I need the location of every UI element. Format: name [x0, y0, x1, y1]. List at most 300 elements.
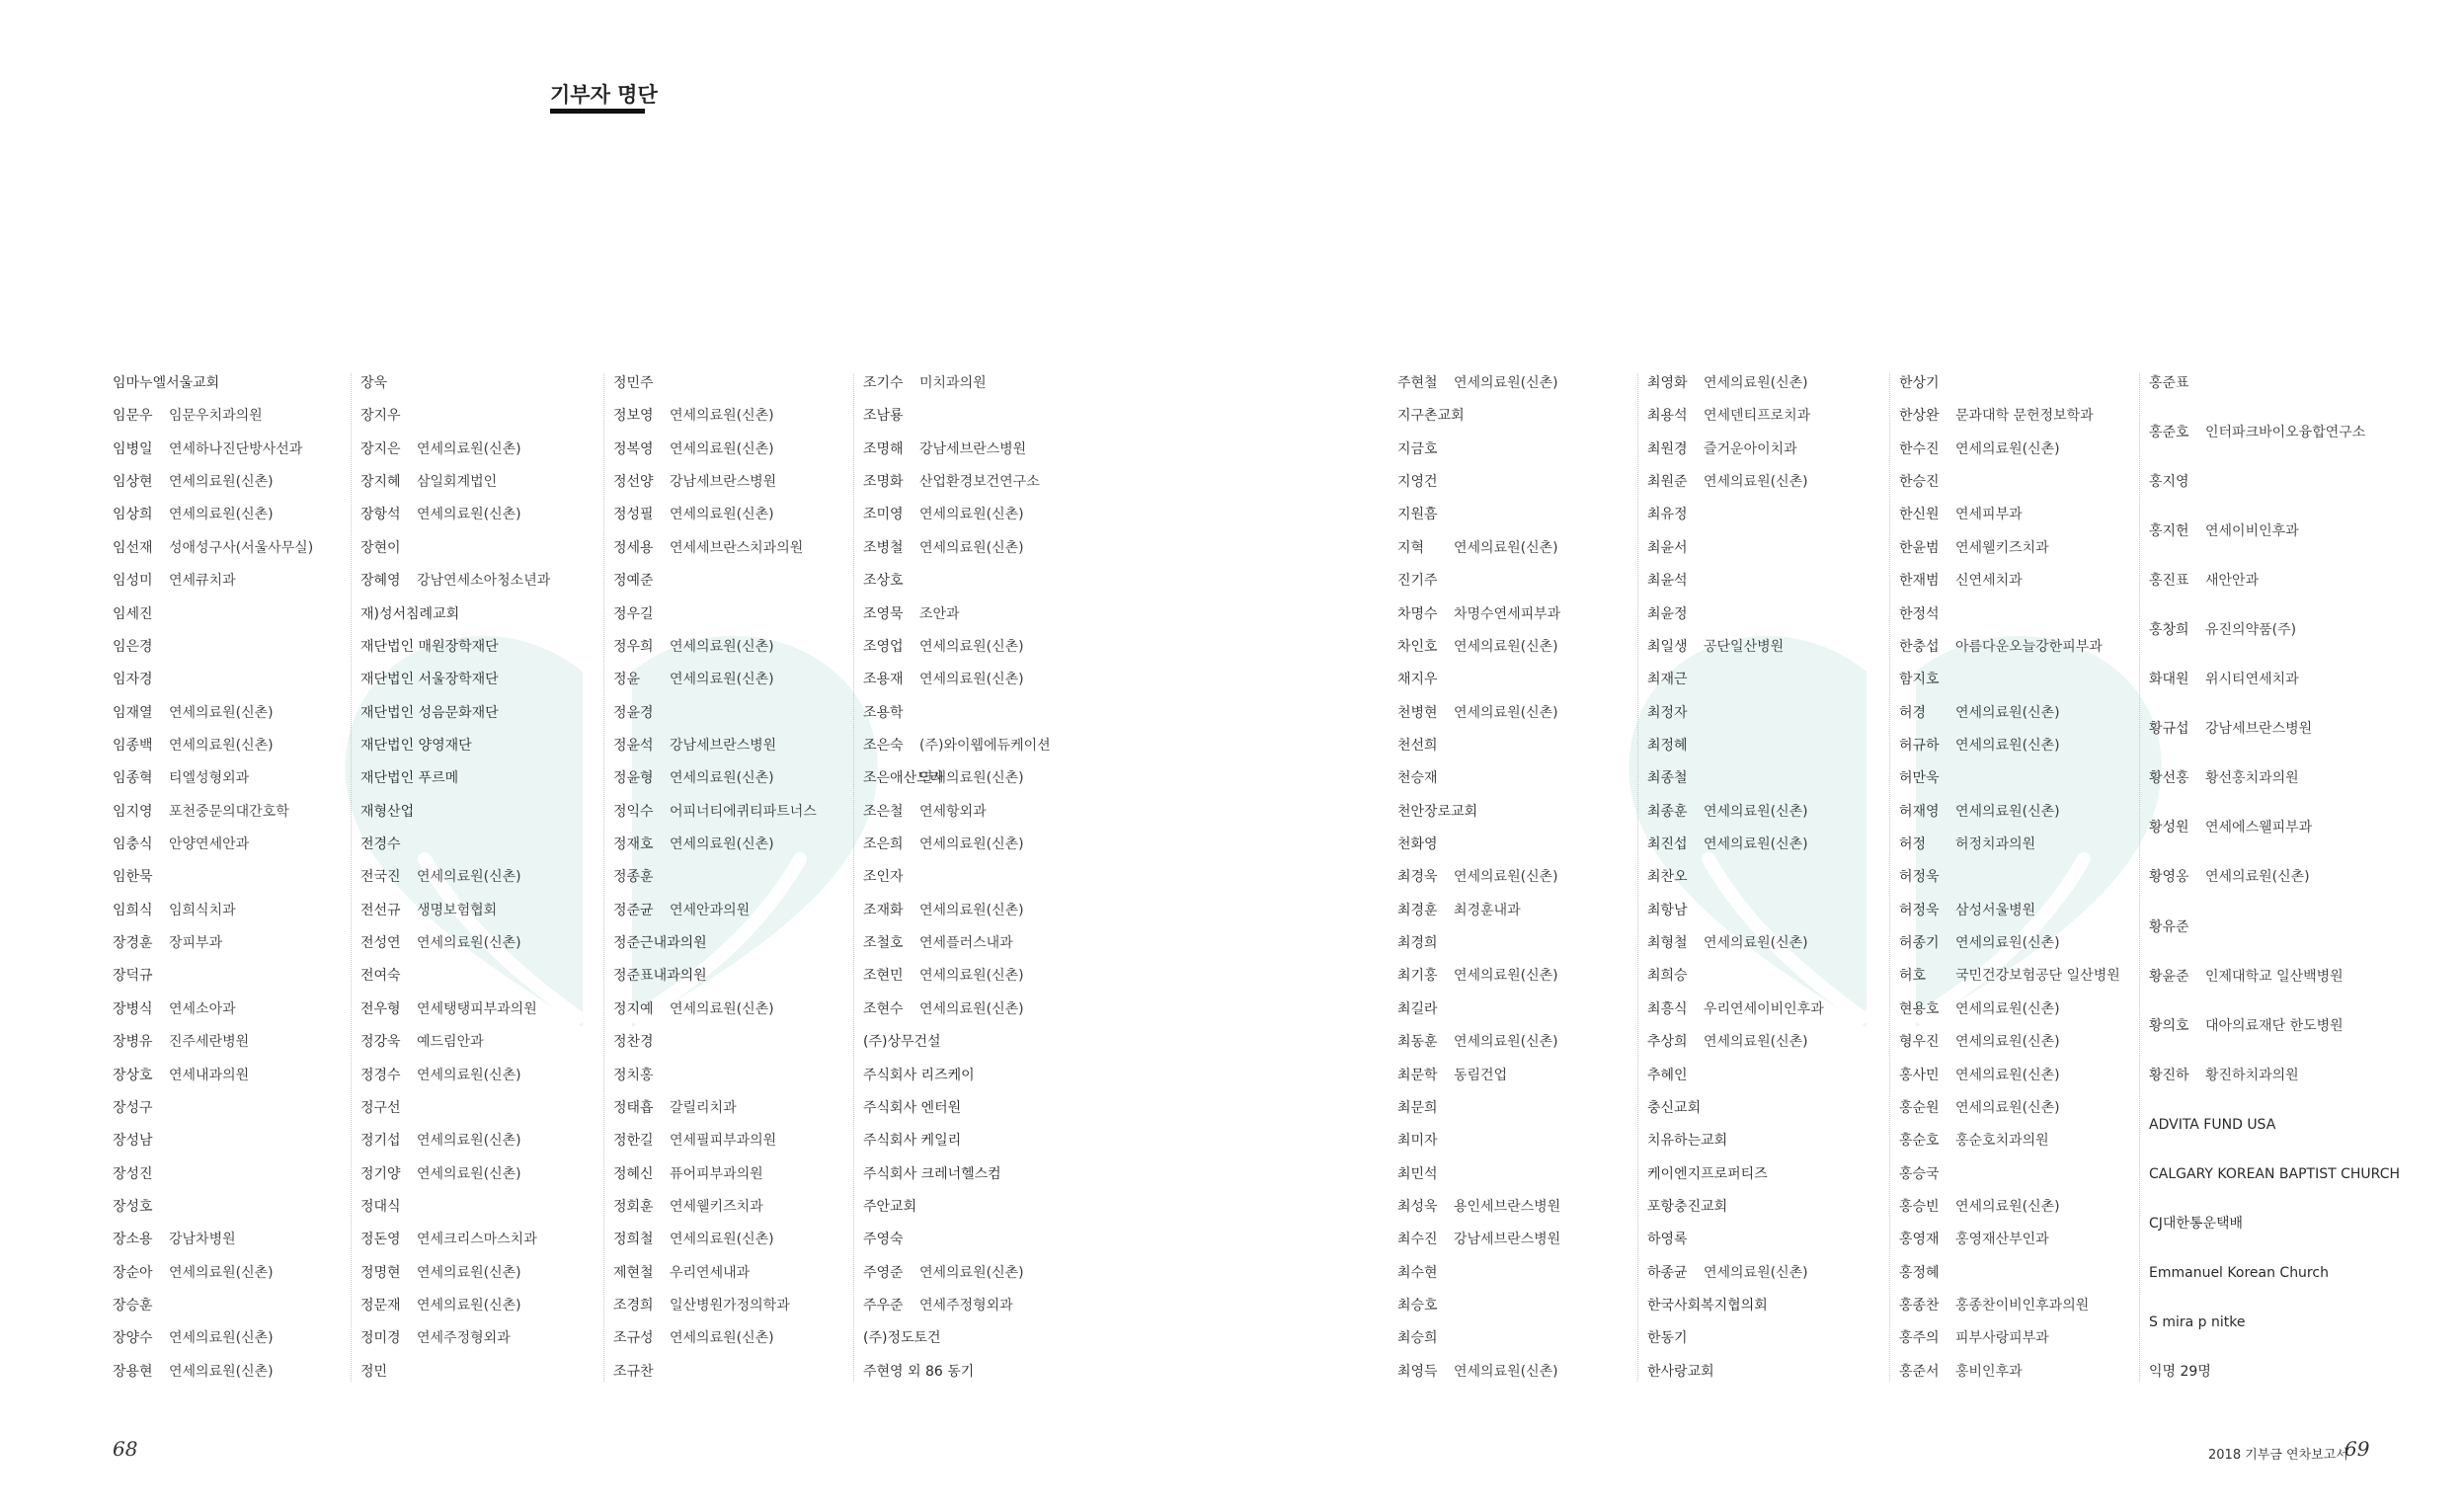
donor-name: 정강욱 [360, 1034, 401, 1051]
donor-name: 주식회사 케일리 [863, 1133, 962, 1150]
donor-entry [1899, 1328, 2128, 1348]
donor-name: 최경훈 [1397, 902, 1438, 918]
donor-affiliation: 연세의료원(신촌) [670, 638, 774, 655]
donor-entry [863, 901, 1092, 920]
donor-name: 정미경 [360, 1330, 401, 1347]
donor-entry [613, 439, 842, 459]
donor-name: 허정 [1899, 836, 1927, 853]
donor-entry [1899, 1032, 2128, 1052]
donor-entry [1397, 406, 1627, 426]
donor-affiliation: 연세내과의원 [169, 1067, 250, 1083]
donor-name: 조은희 [863, 836, 904, 853]
donor-affiliation: 연세의료원(신촌) [417, 935, 521, 952]
donor-name: 최진섭 [1647, 836, 1688, 853]
donor-entry [613, 1098, 842, 1118]
donor-entry [1899, 835, 2128, 854]
donor-entry [1647, 802, 1876, 822]
donor-entry [1647, 670, 1876, 689]
donor-entry [613, 604, 842, 624]
donor-affiliation: 연세의료원(신촌) [169, 704, 274, 721]
donor-affiliation: 연세의료원(신촌) [417, 440, 521, 457]
donor-name: 조인자 [863, 869, 904, 886]
donor-name: (주)정도토건 [863, 1330, 941, 1347]
donor-name: 홍영재 [1899, 1232, 1940, 1248]
donor-name: 최경희 [1397, 935, 1438, 952]
donor-entry [360, 1032, 590, 1052]
donor-name: 최경욱 [1397, 869, 1438, 886]
donor-name: 허만욱 [1899, 770, 1940, 787]
donor-affiliation: 강남차병원 [169, 1232, 236, 1248]
donor-column-1 [113, 373, 342, 1382]
donor-name: 허재영 [1899, 803, 1940, 820]
donor-entry [1647, 373, 1876, 393]
donor-affiliation: 강남세브란스병원 [2205, 721, 2313, 738]
donor-name: 홍사민 [1899, 1067, 1940, 1083]
donor-name: 홍진표 [2149, 573, 2189, 590]
donor-entry [360, 802, 590, 822]
donor-affiliation: 허정치과의원 [1955, 836, 2036, 853]
donor-name: 천안장로교회 [1397, 803, 1478, 820]
donor-name: 최종철 [1647, 770, 1688, 787]
donor-affiliation: 우리연세이비인후과 [1704, 1000, 1824, 1017]
donor-affiliation: 연세의료원(신촌) [670, 440, 774, 457]
donor-name: 최원경 [1647, 440, 1688, 457]
donor-name: 임마누엘서울교회 [113, 375, 220, 391]
donor-name: 최미자 [1397, 1133, 1438, 1150]
donor-name: 충신교회 [1647, 1099, 1702, 1116]
donor-entry [613, 406, 842, 426]
donor-name: 조재화 [863, 902, 904, 918]
donor-name: 함지호 [1899, 672, 1940, 688]
donor-affiliation: 연세의료원(신촌) [1955, 1198, 2060, 1215]
donor-entry [863, 736, 1092, 756]
donor-name: 임문우 [113, 408, 153, 425]
donor-name: 황영옹 [2149, 869, 2189, 886]
donor-entry [863, 538, 1092, 558]
donor-entry [360, 439, 590, 459]
donor-entry [113, 1032, 342, 1052]
donor-name: 황규섭 [2149, 721, 2189, 738]
donor-entry [1397, 1362, 1627, 1382]
donor-name: 정성필 [613, 507, 654, 523]
donor-entry [1647, 999, 1876, 1019]
donor-name: 허규하 [1899, 737, 1940, 754]
donor-name: 조남룡 [863, 408, 904, 425]
donor-name: 홍준호 [2149, 425, 2189, 441]
donor-affiliation: 연세주정형외과 [417, 1330, 511, 1347]
donor-entry [360, 1197, 590, 1217]
donor-entry [2149, 768, 2445, 788]
donor-affiliation: 대아의료재단 한도병원 [2205, 1017, 2344, 1034]
donor-entry [863, 1263, 1092, 1283]
donor-name: 장지우 [360, 408, 401, 425]
donor-name: 주현철 [1397, 375, 1438, 391]
donor-entry [360, 472, 590, 492]
donor-entry [360, 768, 590, 788]
donor-entry [360, 1098, 590, 1118]
donor-affiliation: 연세의료원(신촌) [670, 672, 774, 688]
donor-affiliation: 연세의료원(신촌) [1955, 1000, 2060, 1017]
donor-name: CALGARY KOREAN BAPTIST CHURCH [2149, 1165, 2400, 1182]
donor-entry [360, 373, 590, 393]
donor-name: 정익수 [613, 803, 654, 820]
donor-affiliation: 연세소아과 [169, 1000, 236, 1017]
donor-entry [113, 1362, 342, 1382]
donor-name: 최영화 [1647, 375, 1688, 391]
donor-name: 포항충진교회 [1647, 1198, 1728, 1215]
donor-entry [113, 604, 342, 624]
donor-entry [613, 901, 842, 920]
donor-name: 전우형 [360, 1000, 401, 1017]
donor-name: 정경수 [360, 1067, 401, 1083]
donor-name: 진기주 [1397, 573, 1438, 590]
donor-name: 장항석 [360, 507, 401, 523]
donor-name: 홍순호 [1899, 1133, 1940, 1150]
donor-name: 재단법인 서울장학재단 [360, 672, 499, 688]
donor-affiliation: 포천중문의대간호학 [169, 803, 289, 820]
donor-entry [360, 966, 590, 986]
donor-name: 조영묵 [863, 605, 904, 622]
donor-name: 장순아 [113, 1264, 153, 1281]
donor-affiliation: 연세의료원(신촌) [1454, 1363, 1558, 1380]
donor-entry [1647, 637, 1876, 657]
donor-affiliation: 피부사랑피부과 [1955, 1330, 2049, 1347]
donor-affiliation: 연세의료원(신촌) [1955, 704, 2060, 721]
donor-name: 허정욱 [1899, 902, 1940, 918]
donor-name: 홍지영 [2149, 474, 2189, 491]
donor-affiliation: 연세의료원(신촌) [670, 1232, 774, 1248]
donor-entry [863, 768, 1092, 788]
donor-name: 전선규 [360, 902, 401, 918]
donor-name: 홍지헌 [2149, 523, 2189, 540]
donor-name: 정우희 [613, 638, 654, 655]
donor-entry [863, 406, 1092, 426]
donor-entry [1899, 867, 2128, 887]
donor-affiliation: 연세의료원(신촌) [169, 474, 274, 491]
donor-name: 임병일 [113, 440, 153, 457]
donor-name: 주현영 외 86 동기 [863, 1363, 975, 1380]
donor-entry [113, 538, 342, 558]
donor-entry [1397, 933, 1627, 953]
donor-name: 조현민 [863, 968, 904, 985]
donor-name: 한승진 [1899, 474, 1940, 491]
donor-name: 주안교회 [863, 1198, 917, 1215]
donor-entry [863, 604, 1092, 624]
donor-name: 최길라 [1397, 1000, 1438, 1017]
donor-name: 재단법인 양영재단 [360, 737, 472, 754]
donor-affiliation: 강남세브란스병원 [670, 474, 777, 491]
donor-entry [113, 439, 342, 459]
donor-name: 조용재 [863, 672, 904, 688]
donor-entry [2149, 423, 2445, 442]
donor-entry [863, 1066, 1092, 1085]
donor-affiliation: 연세의료원(신촌) [169, 1330, 274, 1347]
donor-entry [360, 1230, 590, 1249]
donor-entry [113, 406, 342, 426]
donor-affiliation: 차명수연세피부과 [1454, 605, 1561, 622]
donor-entry [1397, 1131, 1627, 1151]
donor-entry [863, 1230, 1092, 1249]
donor-name: 한상완 [1899, 408, 1940, 425]
donor-entry [613, 373, 842, 393]
donor-entry [113, 966, 342, 986]
donor-name: 주식회사 크레너헬스컴 [863, 1165, 1001, 1182]
donor-name: 임재열 [113, 704, 153, 721]
donor-entry [1899, 571, 2128, 591]
donor-affiliation: 연세의료원(신촌) [919, 507, 1024, 523]
donor-entry [1647, 1362, 1876, 1382]
donor-name: 최흥식 [1647, 1000, 1688, 1017]
donor-affiliation: 연세의료원(신촌) [670, 1000, 774, 1017]
donor-entry [1899, 373, 2128, 393]
donor-affiliation: 연세의료원(신촌) [919, 672, 1024, 688]
donor-entry [113, 505, 342, 524]
donor-affiliation: 연세의료원(신촌) [417, 869, 521, 886]
donor-entry [113, 901, 342, 920]
donor-name: 조규성 [613, 1330, 654, 1347]
donor-entry [1647, 604, 1876, 624]
donor-entry [863, 802, 1092, 822]
donor-entry [360, 637, 590, 657]
donor-name: 임지영 [113, 803, 153, 820]
donor-affiliation: 연세의료원(신촌) [1955, 803, 2060, 820]
donor-name: 주식회사 리즈케이 [863, 1067, 975, 1083]
donor-affiliation: 공단일산병원 [1704, 638, 1785, 655]
donor-entry [613, 1197, 842, 1217]
donor-entry [1647, 867, 1876, 887]
donor-entry [863, 1131, 1092, 1151]
donor-affiliation: 동림건업 [1454, 1067, 1508, 1083]
donor-name: 정찬경 [613, 1034, 654, 1051]
donor-affiliation: 연세의료원(신촌) [919, 968, 1024, 985]
donor-affiliation: 연세의료원(신촌) [919, 770, 1024, 787]
donor-name: 최항남 [1647, 902, 1688, 918]
donor-entry [1899, 505, 2128, 524]
donor-entry [613, 999, 842, 1019]
donor-entry [1899, 1230, 2128, 1249]
donor-name: 최성욱 [1397, 1198, 1438, 1215]
donor-entry [113, 1131, 342, 1151]
donor-name: 장성호 [113, 1198, 153, 1215]
donor-name: 최윤서 [1647, 539, 1688, 556]
donor-affiliation: 안양연세안과 [169, 836, 250, 853]
donor-entry [863, 835, 1092, 854]
donor-name: 장병식 [113, 1000, 153, 1017]
donor-entry [613, 472, 842, 492]
donor-entry [1899, 768, 2128, 788]
donor-name: 최기홍 [1397, 968, 1438, 985]
donor-entry [1899, 1098, 2128, 1118]
donor-name: 재단법인 성음문화재단 [360, 704, 499, 721]
donor-entry [863, 933, 1092, 953]
donor-entry [113, 1296, 342, 1315]
donor-affiliation: 연세의료원(신촌) [1955, 737, 2060, 754]
donor-entry [863, 867, 1092, 887]
donor-entry [1899, 604, 2128, 624]
donor-affiliation: 국민건강보험공단 일산병원 [1955, 968, 2120, 985]
donor-name: 정윤형 [613, 770, 654, 787]
donor-entry [113, 571, 342, 591]
donor-name: 재형산업 [360, 803, 415, 820]
donor-entry [613, 637, 842, 657]
donor-column-3 [603, 373, 842, 1382]
donor-name: 화대원 [2149, 672, 2189, 688]
donor-name: 재)성서침례교회 [360, 605, 460, 622]
donor-name: 최문학 [1397, 1067, 1438, 1083]
donor-entry [1397, 1328, 1627, 1348]
donor-name: 한상기 [1899, 375, 1940, 391]
donor-entry [113, 867, 342, 887]
donor-entry [1899, 1362, 2128, 1382]
donor-name: 한재범 [1899, 573, 1940, 590]
donor-entry [863, 1197, 1092, 1217]
donor-name: 한동기 [1647, 1330, 1688, 1347]
donor-name: 조경희 [613, 1298, 654, 1314]
donor-name: 조용학 [863, 704, 904, 721]
donor-name: 최영득 [1397, 1363, 1438, 1380]
donor-name: 최문희 [1397, 1099, 1438, 1116]
donor-affiliation: 연세의료원(신촌) [169, 1264, 274, 1281]
donor-entry [613, 1263, 842, 1283]
donor-affiliation: 연세의료원(신촌) [919, 836, 1024, 853]
donor-name: 허경 [1899, 704, 1927, 721]
donor-affiliation: 연세의료원(신촌) [670, 770, 774, 787]
donor-affiliation: 연세의료원(신촌) [1955, 440, 2060, 457]
donor-name: 임상현 [113, 474, 153, 491]
donor-name: 최정자 [1647, 704, 1688, 721]
donor-entry [1397, 604, 1627, 624]
donor-name: 정기섭 [360, 1133, 401, 1150]
donor-name: 최유정 [1647, 507, 1688, 523]
donor-entry [1647, 1032, 1876, 1052]
donor-name: 한수진 [1899, 440, 1940, 457]
donor-name: 익명 29명 [2149, 1363, 2211, 1380]
donor-entry [2149, 571, 2445, 591]
donor-name: 장소용 [113, 1232, 153, 1248]
donor-affiliation: 연세피부과 [1955, 507, 2023, 523]
donor-entry [1647, 1296, 1876, 1315]
donor-entry [613, 538, 842, 558]
donor-name: 홍승빈 [1899, 1198, 1940, 1215]
donor-name: 최용석 [1647, 408, 1688, 425]
donor-name: 장양수 [113, 1330, 153, 1347]
donor-name: 조은숙 [863, 737, 904, 754]
donor-entry [1647, 933, 1876, 953]
donor-entry [1899, 901, 2128, 920]
donor-entry [1899, 1066, 2128, 1085]
donor-name: 형우진 [1899, 1034, 1940, 1051]
donor-name: 추상희 [1647, 1034, 1688, 1051]
donor-name: 정윤경 [613, 704, 654, 721]
donor-entry [1647, 472, 1876, 492]
donor-entry [1397, 867, 1627, 887]
donor-name: 장성진 [113, 1165, 153, 1182]
donor-entry [863, 966, 1092, 986]
donor-name: 최원준 [1647, 474, 1688, 491]
donor-name: 황유준 [2149, 918, 2189, 935]
donor-entry [1397, 768, 1627, 788]
donor-entry [1899, 1164, 2128, 1184]
donor-name: 주식회사 엔터원 [863, 1099, 962, 1116]
donor-name: 정혜신 [613, 1165, 654, 1182]
donor-entry [1397, 538, 1627, 558]
donor-entry [613, 1066, 842, 1085]
donor-name: 하종균 [1647, 1264, 1688, 1281]
donor-name: 정지예 [613, 1000, 654, 1017]
donor-entry [1397, 1098, 1627, 1118]
donor-name: 정대식 [360, 1198, 401, 1215]
donor-entry [613, 1230, 842, 1249]
donor-entry [1397, 1296, 1627, 1315]
donor-entry [360, 901, 590, 920]
donor-name: 정민주 [613, 375, 654, 391]
donor-entry [1397, 999, 1627, 1019]
donor-affiliation: 연세의료원(신촌) [919, 539, 1024, 556]
donor-affiliation: 진주세란병원 [169, 1034, 250, 1051]
donor-name: 조명해 [863, 440, 904, 457]
donor-name: 차인호 [1397, 638, 1438, 655]
donor-name: 최승호 [1397, 1298, 1438, 1314]
donor-entry [113, 1230, 342, 1249]
donor-name: 최정혜 [1647, 737, 1688, 754]
donor-name: 장용현 [113, 1363, 153, 1380]
donor-name: 장승훈 [113, 1298, 153, 1314]
donor-name: 장병유 [113, 1034, 153, 1051]
donor-affiliation: 강남세브란스병원 [670, 737, 777, 754]
donor-entry [1397, 439, 1627, 459]
donor-entry [1899, 802, 2128, 822]
donor-affiliation: 홍비인후과 [1955, 1363, 2023, 1380]
donor-affiliation: 최경훈내과 [1454, 902, 1521, 918]
donor-affiliation: 용인세브란스병원 [1454, 1198, 1561, 1215]
donor-column-4 [853, 373, 1092, 1382]
donor-entry [1397, 571, 1627, 591]
donor-affiliation: 연세에스웰피부과 [2205, 820, 2313, 836]
donor-name: 지영건 [1397, 474, 1438, 491]
donor-entry [1899, 703, 2128, 723]
donor-name: 임세진 [113, 605, 153, 622]
donor-entry [1397, 1230, 1627, 1249]
donor-entry [1899, 472, 2128, 492]
donor-entry [360, 604, 590, 624]
donor-affiliation: 연세의료원(신촌) [670, 507, 774, 523]
donor-name: 조상호 [863, 573, 904, 590]
donor-name: 정태흡 [613, 1099, 654, 1116]
donor-entry [360, 1296, 590, 1315]
donor-affiliation: 연세의료원(신촌) [417, 1298, 521, 1314]
donor-entry [2149, 1362, 2445, 1382]
donor-entry [1397, 966, 1627, 986]
donor-affiliation: 황선홍치과의원 [2205, 770, 2299, 787]
donor-affiliation: 연세의료원(신촌) [919, 1000, 1024, 1017]
donor-entry [863, 1032, 1092, 1052]
donor-affiliation: 연세안과의원 [670, 902, 751, 918]
donor-entry [613, 703, 842, 723]
donor-affiliation: 연세항외과 [919, 803, 987, 820]
donor-column-8 [2139, 373, 2445, 1382]
donor-name: 채지우 [1397, 672, 1438, 688]
donor-entry [1647, 1263, 1876, 1283]
donor-name: 정윤석 [613, 737, 654, 754]
donor-name: 정예준 [613, 573, 654, 590]
donor-entry [1899, 538, 2128, 558]
donor-name: 주영준 [863, 1264, 904, 1281]
donor-entry [360, 736, 590, 756]
donor-affiliation: 생명보험협회 [417, 902, 498, 918]
donor-name: 임선재 [113, 539, 153, 556]
donor-name: 한윤범 [1899, 539, 1940, 556]
donor-column-6 [1637, 373, 1876, 1382]
